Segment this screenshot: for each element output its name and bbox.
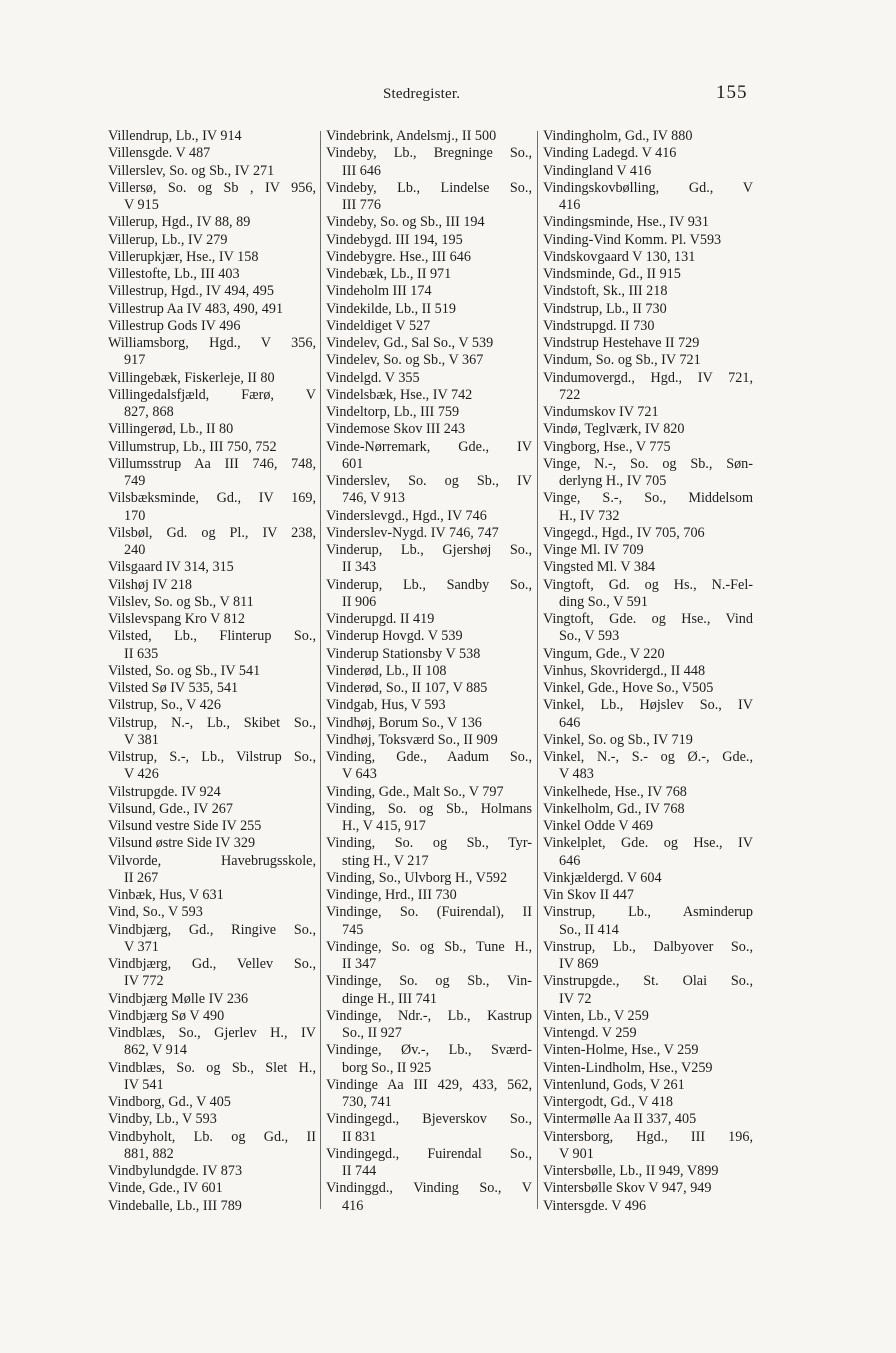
index-entry: Vindsminde, Gd., II 915 — [543, 266, 681, 282]
index-entry-continuation: 240 — [124, 542, 146, 558]
index-entry: Villestrup Aa IV 483, 490, 491 — [108, 300, 284, 317]
index-column-1 — [108, 128, 316, 1215]
index-entry-continuation: borg So., II 925 — [342, 1059, 432, 1076]
index-entry: Vilsted Sø IV 535, 541 — [108, 680, 239, 696]
index-entry: Vilsund, Gde., IV 267 — [108, 800, 233, 817]
index-entry: Vilvorde, Havebrugsskole, — [108, 852, 316, 869]
index-entry-continuation: V 643 — [342, 766, 377, 783]
index-entry: Vindhøj, Toksværd So., II 909 — [326, 731, 498, 748]
index-entry-continuation: V 381 — [124, 731, 159, 748]
index-entry: Vinstrup, Lb., Dalbyover So., — [543, 938, 753, 955]
index-entry: Vinten-Holme, Hse., V 259 — [543, 1042, 699, 1059]
index-entry: Vilstrup, So., V 426 — [108, 697, 221, 714]
index-entry-continuation: 722 — [559, 386, 581, 403]
index-entry: Vinderød, So., II 107, V 885 — [326, 680, 488, 696]
index-entry: Vindstoft, Sk., III 218 — [543, 283, 668, 300]
index-entry-continuation: IV 869 — [559, 956, 599, 972]
index-entry: Vindingegd., Fuirendal So., — [326, 1145, 532, 1162]
index-entry: Vindingholm, Gd., IV 880 — [543, 128, 693, 144]
index-entry: Vilsted, So. og Sb., IV 541 — [108, 662, 261, 679]
index-entry-continuation: II 267 — [124, 869, 159, 886]
index-entry: Vindbjærg Mølle IV 236 — [108, 990, 249, 1007]
index-entry-continuation: dinge H., III 741 — [342, 990, 437, 1007]
index-entry: Vinbæk, Hus, V 631 — [108, 887, 224, 903]
index-entry: Vilstrupgde. IV 924 — [108, 783, 221, 800]
index-entry: Vinderup, Lb., Gjershøj So., — [326, 542, 532, 558]
index-entry-continuation: II 906 — [342, 593, 377, 610]
index-entry: Vinge, N.-, So. og Sb., Søn- — [543, 455, 753, 472]
index-entry-continuation: 646 — [559, 852, 581, 869]
index-entry-continuation: II 347 — [342, 956, 377, 972]
index-entry: Vinkelhede, Hse., IV 768 — [543, 783, 687, 800]
index-entry-continuation: 746, V 913 — [342, 490, 405, 507]
index-entry: Vinstrupgde., St. Olai So., — [543, 973, 753, 990]
index-entry-continuation: So., II 927 — [342, 1025, 402, 1041]
index-entry-continuation: 601 — [342, 455, 364, 472]
index-entry: Vintengd. V 259 — [543, 1025, 637, 1041]
index-entry: Villerup, Hgd., IV 88, 89 — [108, 214, 251, 231]
index-entry: Vindinge, Ndr.-, Lb., Kastrup — [326, 1007, 532, 1024]
index-entry: Vinding, So., Ulvborg H., V592 — [326, 869, 508, 886]
index-entry: Vin Skov II 447 — [543, 887, 634, 903]
index-entry-continuation: sting H., V 217 — [342, 852, 429, 869]
index-entry: Vindebæk, Lb., II 971 — [326, 266, 452, 282]
index-entry-continuation: 416 — [342, 1197, 364, 1214]
index-entry: Villumstrup, Lb., III 750, 752 — [108, 438, 277, 455]
index-entry-continuation: II 744 — [342, 1163, 377, 1179]
index-entry: Villingedalsfjæld, Færø, V — [108, 386, 316, 403]
index-entry: Vinderslev, So. og Sb., IV — [326, 473, 532, 489]
index-entry: Vilsund vestre Side IV 255 — [108, 818, 262, 834]
index-entry: Vindborg, Gd., V 405 — [108, 1094, 231, 1110]
index-entry-continuation: III 776 — [342, 197, 382, 213]
index-entry: Williamsborg, Hgd., V 356, — [108, 335, 316, 351]
index-entry: Vindingsminde, Hse., IV 931 — [543, 214, 709, 231]
index-entry: Villerslev, So. og Sb., IV 271 — [108, 162, 275, 179]
index-entry: Vinding, So. og Sb., Holmans — [326, 800, 532, 817]
index-entry: Vinding, So. og Sb., Tyr- — [326, 835, 532, 852]
index-entry: Villendrup, Lb., IV 914 — [108, 128, 242, 144]
index-entry: Vilsund østre Side IV 329 — [108, 835, 256, 852]
index-entry: Vinten, Lb., V 259 — [543, 1007, 649, 1024]
index-entry-continuation: IV 72 — [559, 990, 592, 1007]
index-entry: Vindbyholt, Lb. og Gd., II — [108, 1128, 316, 1145]
index-entry-continuation: III 646 — [342, 162, 382, 179]
index-entry: Vindinge, So. (Fuirendal), II — [326, 904, 532, 921]
index-entry-continuation: H., V 415, 917 — [342, 818, 426, 834]
index-entry: Vindstrup Hestehave II 729 — [543, 335, 700, 351]
index-entry: Villersø, So. og Sb , IV 956, — [108, 179, 316, 196]
index-entry: Vingtoft, Gde. og Hse., Vind — [543, 611, 753, 627]
index-entry-continuation: IV 541 — [124, 1076, 164, 1093]
index-entry-continuation: V 371 — [124, 938, 159, 955]
index-entry: Vintenlund, Gods, V 261 — [543, 1076, 685, 1093]
index-entry-continuation: 730, 741 — [342, 1094, 392, 1110]
index-entry: Villumsstrup Aa III 746, 748, — [108, 455, 316, 472]
index-entry-continuation: V 426 — [124, 766, 159, 783]
index-entry: Vinge Ml. IV 709 — [543, 542, 644, 558]
index-entry: Vindeby, So. og Sb., III 194 — [326, 214, 485, 231]
index-entry-continuation: V 901 — [559, 1145, 594, 1162]
index-entry: Vindblæs, So., Gjerlev H., IV — [108, 1025, 316, 1041]
index-entry: Vindemose Skov III 243 — [326, 421, 466, 438]
index-entry: Vinderup Stationsby V 538 — [326, 645, 481, 662]
index-entry: Vindebrink, Andelsmj., II 500 — [326, 128, 497, 144]
index-entry: Vinderslev-Nygd. IV 746, 747 — [326, 524, 499, 541]
index-entry: Vilshøj IV 218 — [108, 576, 193, 593]
index-entry: Vinkel, Lb., Højslev So., IV — [543, 697, 753, 714]
index-entry-continuation: 881, 882 — [124, 1145, 174, 1162]
index-entry: Vinderupgd. II 419 — [326, 611, 435, 627]
index-entry: Vingtoft, Gd. og Hs., N.-Fel- — [543, 576, 753, 593]
index-entry: Vindelsbæk, Hse., IV 742 — [326, 386, 473, 403]
index-entry: Vindelgd. V 355 — [326, 369, 420, 386]
index-entry: Vinkel, So. og Sb., IV 719 — [543, 731, 693, 748]
index-entry: Vindeballe, Lb., III 789 — [108, 1197, 242, 1214]
index-entry-continuation: ding So., V 591 — [559, 593, 648, 610]
index-entry: Vilsgaard IV 314, 315 — [108, 559, 234, 576]
index-entry-continuation: V 483 — [559, 766, 594, 783]
index-entry: Vindgab, Hus, V 593 — [326, 697, 446, 714]
index-entry: Vindebygre. Hse., III 646 — [326, 248, 471, 265]
index-entry: Vindeltorp, Lb., III 759 — [326, 404, 460, 420]
index-entry-continuation: 827, 868 — [124, 404, 174, 420]
index-entry-continuation: 416 — [559, 197, 581, 213]
index-entry: Vindinge, So. og Sb., Vin- — [326, 973, 532, 990]
index-entry: Vindinggd., Vinding So., V — [326, 1180, 532, 1197]
index-entry: Vinde, Gde., IV 601 — [108, 1180, 223, 1197]
index-entry: Vindumovergd., Hgd., IV 721, — [543, 369, 753, 386]
index-entry: Vintermølle Aa II 337, 405 — [543, 1111, 697, 1128]
index-entry: Vinding, Gde., Aadum So., — [326, 749, 532, 765]
index-entry: Vinderup Hovgd. V 539 — [326, 628, 463, 645]
running-head — [0, 82, 896, 110]
index-entry: Villerup, Lb., IV 279 — [108, 231, 228, 248]
index-entry: Vinstrup, Lb., Asminderup — [543, 904, 753, 921]
index-entry-continuation: 745 — [342, 921, 364, 938]
index-entry: Vindinge, Øv.-, Lb., Sværd- — [326, 1042, 532, 1059]
index-entry: Villensgde. V 487 — [108, 145, 211, 162]
index-entry: Vinderslevgd., Hgd., IV 746 — [326, 507, 487, 524]
index-entry-continuation: So., V 593 — [559, 628, 620, 645]
index-entry: Vintersgde. V 496 — [543, 1197, 647, 1214]
index-entry: Vinderød, Lb., II 108 — [326, 662, 447, 679]
index-entry-continuation: 862, V 914 — [124, 1042, 187, 1059]
index-entry: Vindinge, So. og Sb., Tune H., — [326, 938, 532, 955]
index-entry: Vindingegd., Bjeverskov So., — [326, 1111, 532, 1128]
index-entry: Vingsted Ml. V 384 — [543, 559, 656, 576]
index-entry: Vindelev, So. og Sb., V 367 — [326, 352, 484, 369]
index-entry: Vinkel Odde V 469 — [543, 818, 654, 834]
index-entry: Vintersbølle Skov V 947, 949 — [543, 1180, 712, 1197]
running-title: Stedregister. — [383, 86, 461, 102]
index-entry: Vilsbøl, Gd. og Pl., IV 238, — [108, 524, 316, 541]
index-entry: Vinhus, Skovridergd., II 448 — [543, 662, 706, 679]
index-entry: Vinderup, Lb., Sandby So., — [326, 576, 532, 593]
index-column-2 — [326, 128, 532, 1215]
index-entry: Vilslevspang Kro V 812 — [108, 611, 245, 627]
index-entry: Vingum, Gde., V 220 — [543, 645, 665, 662]
index-entry: Vindelev, Gd., Sal So., V 539 — [326, 335, 494, 351]
index-entry: Villestrup, Hgd., IV 494, 495 — [108, 283, 274, 300]
index-entry-continuation: 917 — [124, 352, 146, 369]
index-entry: Vintersborg, Hgd., III 196, — [543, 1128, 753, 1145]
index-entry: Vindbjærg, Gd., Vellev So., — [108, 956, 316, 972]
index-entry: Vindinge, Hrd., III 730 — [326, 887, 457, 903]
index-entry-continuation: II 831 — [342, 1128, 377, 1145]
index-entry: Vinde-Nørremark, Gde., IV — [326, 438, 532, 455]
index-entry: Vindbjærg, Gd., Ringive So., — [108, 921, 316, 938]
index-entry: Vindskovgaard V 130, 131 — [543, 248, 696, 265]
index-entry: Vind, So., V 593 — [108, 904, 203, 921]
index-entry: Vinding-Vind Komm. Pl. V593 — [543, 231, 722, 248]
index-entry: Vinten-Lindholm, Hse., V259 — [543, 1059, 713, 1076]
page-number: 155 — [716, 82, 748, 103]
index-entry: Vindbjærg Sø V 490 — [108, 1007, 225, 1024]
index-entry-continuation: H., IV 732 — [559, 507, 620, 524]
index-entry-continuation: II 635 — [124, 645, 159, 662]
index-entry: Vindby, Lb., V 593 — [108, 1111, 217, 1128]
index-entry: Vindingskovbølling, Gd., V — [543, 179, 753, 196]
index-entry: Vilstrup, S.-, Lb., Vilstrup So., — [108, 749, 316, 765]
index-entry: Vindeholm III 174 — [326, 283, 432, 300]
index-entry: Vindbylundgde. IV 873 — [108, 1163, 243, 1179]
index-entry: Vindumskov IV 721 — [543, 404, 659, 420]
index-entry-continuation: II 343 — [342, 559, 377, 576]
index-entry: Vinding Ladegd. V 416 — [543, 145, 677, 162]
index-entry: Vindstrupgd. II 730 — [543, 317, 655, 334]
index-entry: Villestofte, Lb., III 403 — [108, 266, 240, 282]
index-entry: Vindeby, Lb., Lindelse So., — [326, 179, 532, 196]
index-entry: Vindekilde, Lb., II 519 — [326, 300, 456, 317]
index-entry: Vilsted, Lb., Flinterup So., — [108, 628, 316, 645]
index-entry: Vindum, So. og Sb., IV 721 — [543, 352, 701, 369]
index-entry: Vinkel, N.-, S.- og Ø.-, Gde., — [543, 749, 753, 765]
index-entry: Vingegd., Hgd., IV 705, 706 — [543, 524, 705, 541]
index-entry: Vindø, Teglværk, IV 820 — [543, 421, 685, 438]
index-entry: Villestrup Gods IV 496 — [108, 317, 241, 334]
index-entry: Vindingland V 416 — [543, 162, 652, 179]
index-entry: Vindinge Aa III 429, 433, 562, — [326, 1076, 532, 1093]
index-entry: Vinkjældergd. V 604 — [543, 869, 662, 886]
index-entry: Villingerød, Lb., II 80 — [108, 421, 234, 438]
index-entry: Vingborg, Hse., V 775 — [543, 438, 671, 455]
index-entry: Vintergodt, Gd., V 418 — [543, 1094, 673, 1110]
index-entry: Vilstrup, N.-, Lb., Skibet So., — [108, 714, 316, 731]
index-entry: Vindhøj, Borum So., V 136 — [326, 714, 482, 731]
index-entry: Vindeldiget V 527 — [326, 317, 431, 334]
index-entry-continuation: 170 — [124, 507, 146, 524]
index-entry-continuation: 646 — [559, 714, 581, 731]
index-entry: Vinkelholm, Gd., IV 768 — [543, 800, 685, 817]
index-entry: Villingebæk, Fiskerleje, II 80 — [108, 369, 275, 386]
index-entry-continuation: IV 772 — [124, 973, 164, 990]
index-entry: Vindebygd. III 194, 195 — [326, 231, 463, 248]
index-entry: Vindeby, Lb., Bregninge So., — [326, 145, 532, 162]
index-columns — [0, 128, 896, 1228]
index-entry: Vindstrup, Lb., II 730 — [543, 300, 667, 317]
index-entry-continuation: So., II 414 — [559, 921, 619, 938]
index-column-3 — [543, 128, 753, 1215]
index-entry: Vintersbølle, Lb., II 949, V899 — [543, 1163, 719, 1179]
index-entry: Vindblæs, So. og Sb., Slet H., — [108, 1059, 316, 1076]
index-entry: Vilsbæksminde, Gd., IV 169, — [108, 490, 316, 507]
index-entry: Vinding, Gde., Malt So., V 797 — [326, 783, 504, 800]
index-entry: Villerupkjær, Hse., IV 158 — [108, 248, 259, 265]
index-entry: Vinge, S.-, So., Middelsom — [543, 490, 753, 507]
index-entry: Vinkel, Gde., Hove So., V505 — [543, 680, 714, 696]
index-entry-continuation: derlyng H., IV 705 — [559, 473, 667, 489]
index-entry-continuation: 749 — [124, 473, 146, 489]
index-entry: Vilslev, So. og Sb., V 811 — [108, 593, 254, 610]
index-entry-continuation: V 915 — [124, 197, 159, 213]
index-entry: Vinkelplet, Gde. og Hse., IV — [543, 835, 753, 852]
